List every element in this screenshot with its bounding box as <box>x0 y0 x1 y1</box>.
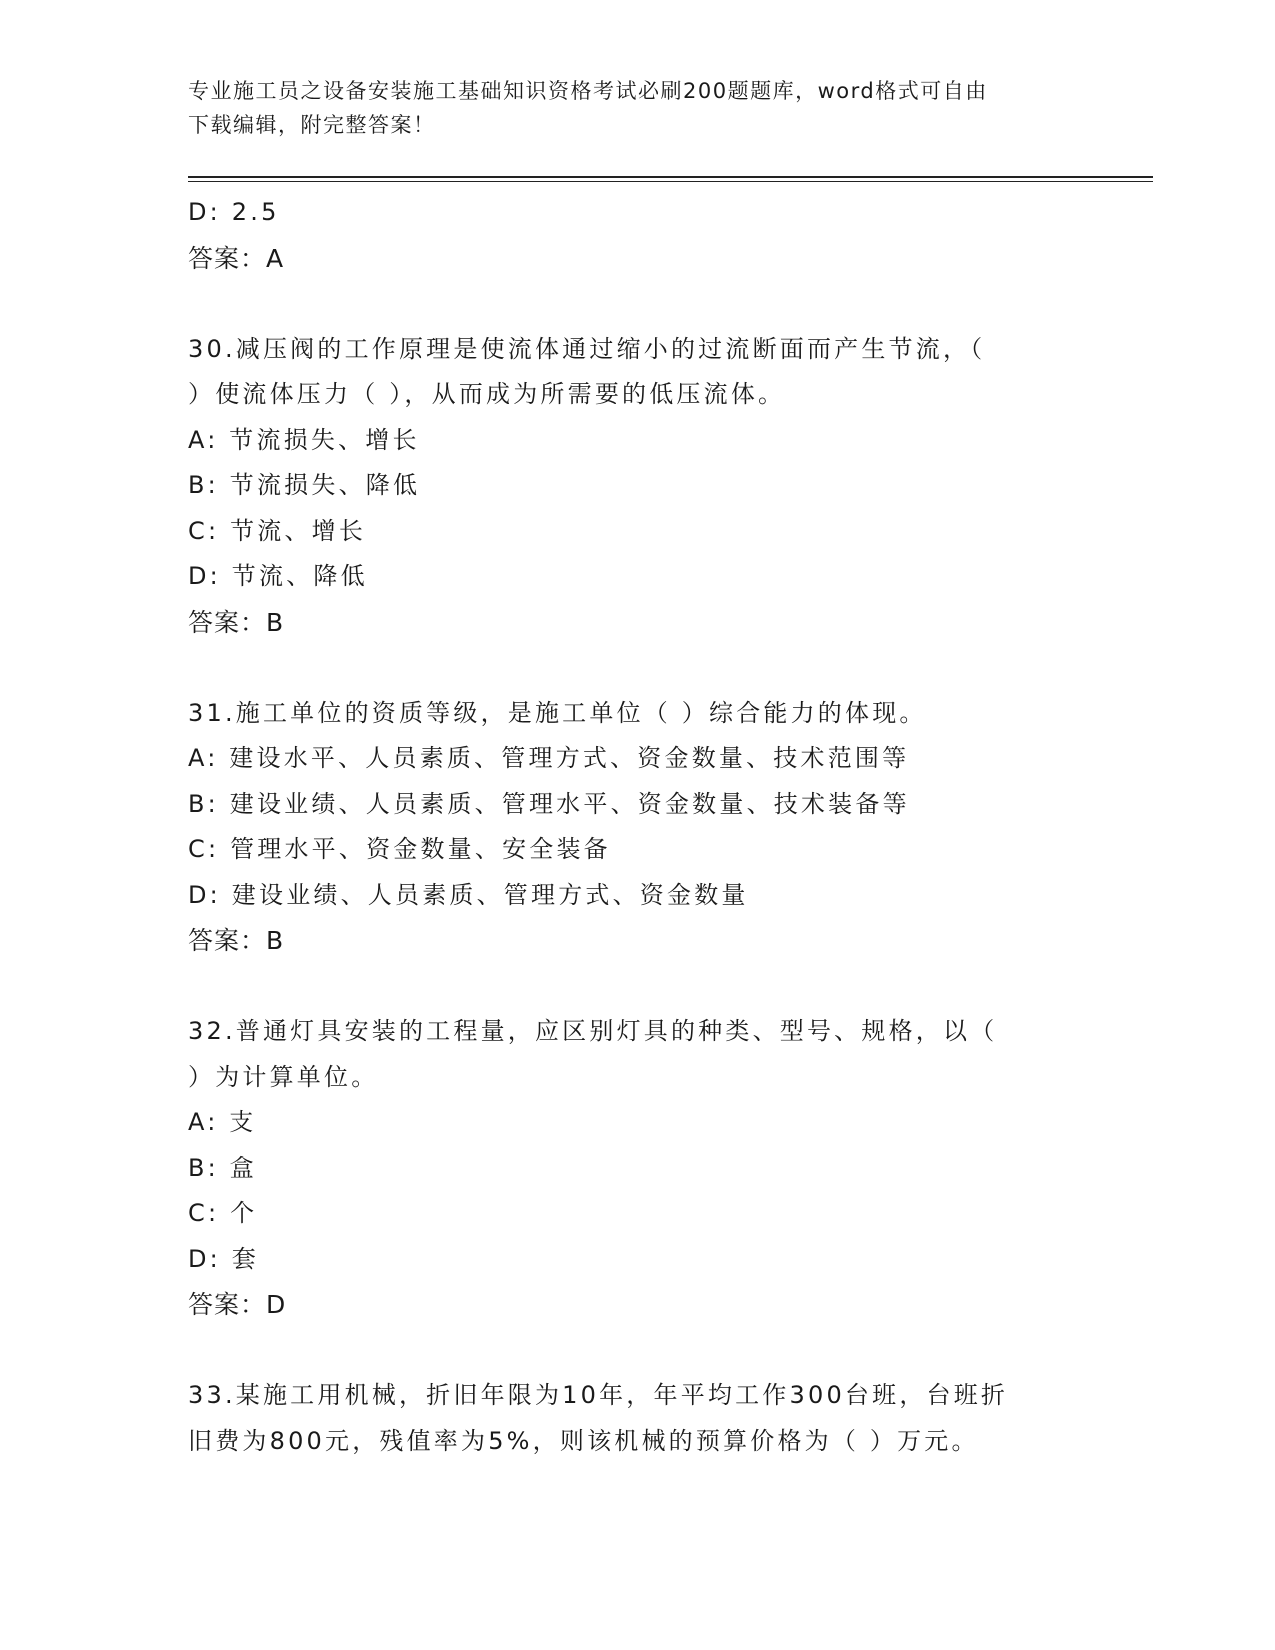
header-title-line-1: 专业施工员之设备安装施工基础知识资格考试必刷200题题库，word格式可自由 <box>188 79 988 103</box>
option-d: D: 2.5 <box>188 198 280 226</box>
answer-label: 答案：B <box>188 926 285 955</box>
option-a: A: 支 <box>188 1108 257 1136</box>
question-text-line-1: 33.某施工用机械，折旧年限为10年，年平均工作300台班，台班折 <box>188 1381 1009 1409</box>
question-30 <box>188 327 1088 646</box>
answer-label: 答案：B <box>188 607 285 637</box>
answer-label: 答案：A <box>188 243 285 273</box>
option-b: B: 建设业绩、人员素质、管理水平、资金数量、技术装备等 <box>188 789 910 818</box>
option-d: D: 节流、降低 <box>188 562 368 590</box>
question-text-line-2: 旧费为800元，残值率为5%，则该机械的预算价格为（ ）万元。 <box>188 1426 979 1455</box>
question-list <box>188 190 1088 1464</box>
option-b: B: 节流损失、降低 <box>188 471 421 499</box>
header-title-line-2: 下载编辑，附完整答案！ <box>188 113 436 137</box>
question-text-line-2: ）使流体压力（ ），从而成为所需要的低压流体。 <box>188 380 786 408</box>
question-text-line-1: 30.减压阀的工作原理是使流体通过缩小的过流断面而产生节流，（ <box>188 334 986 363</box>
spacer <box>188 1328 1088 1374</box>
spacer <box>188 645 1088 691</box>
answer-label: 答案：D <box>188 1290 287 1319</box>
header-divider-thin <box>188 181 1153 182</box>
option-b: B: 盒 <box>188 1153 257 1182</box>
question-text-line-2: ）为计算单位。 <box>188 1062 379 1091</box>
spacer <box>188 281 1088 327</box>
question-32 <box>188 1009 1088 1328</box>
question-text-line-1: 31.施工单位的资质等级，是施工单位（ ）综合能力的体现。 <box>188 698 927 727</box>
spacer <box>188 964 1088 1010</box>
option-c: C: 管理水平、资金数量、安全装备 <box>188 835 611 863</box>
option-c: C: 个 <box>188 1199 258 1227</box>
option-a: A: 建设水平、人员素质、管理方式、资金数量、技术范围等 <box>188 744 910 772</box>
option-d: D: 建设业绩、人员素质、管理方式、资金数量 <box>188 880 749 909</box>
question-31 <box>188 691 1088 964</box>
header-divider-thick <box>188 176 1153 178</box>
option-d: D: 套 <box>188 1244 259 1273</box>
question-33 <box>188 1373 1088 1464</box>
page-header <box>188 74 1068 142</box>
question-29-tail <box>188 190 1088 281</box>
question-text-line-1: 32.普通灯具安装的工程量，应区别灯具的种类、型号、规格，以（ <box>188 1017 998 1045</box>
option-a: A: 节流损失、增长 <box>188 425 420 454</box>
option-c: C: 节流、增长 <box>188 516 367 545</box>
